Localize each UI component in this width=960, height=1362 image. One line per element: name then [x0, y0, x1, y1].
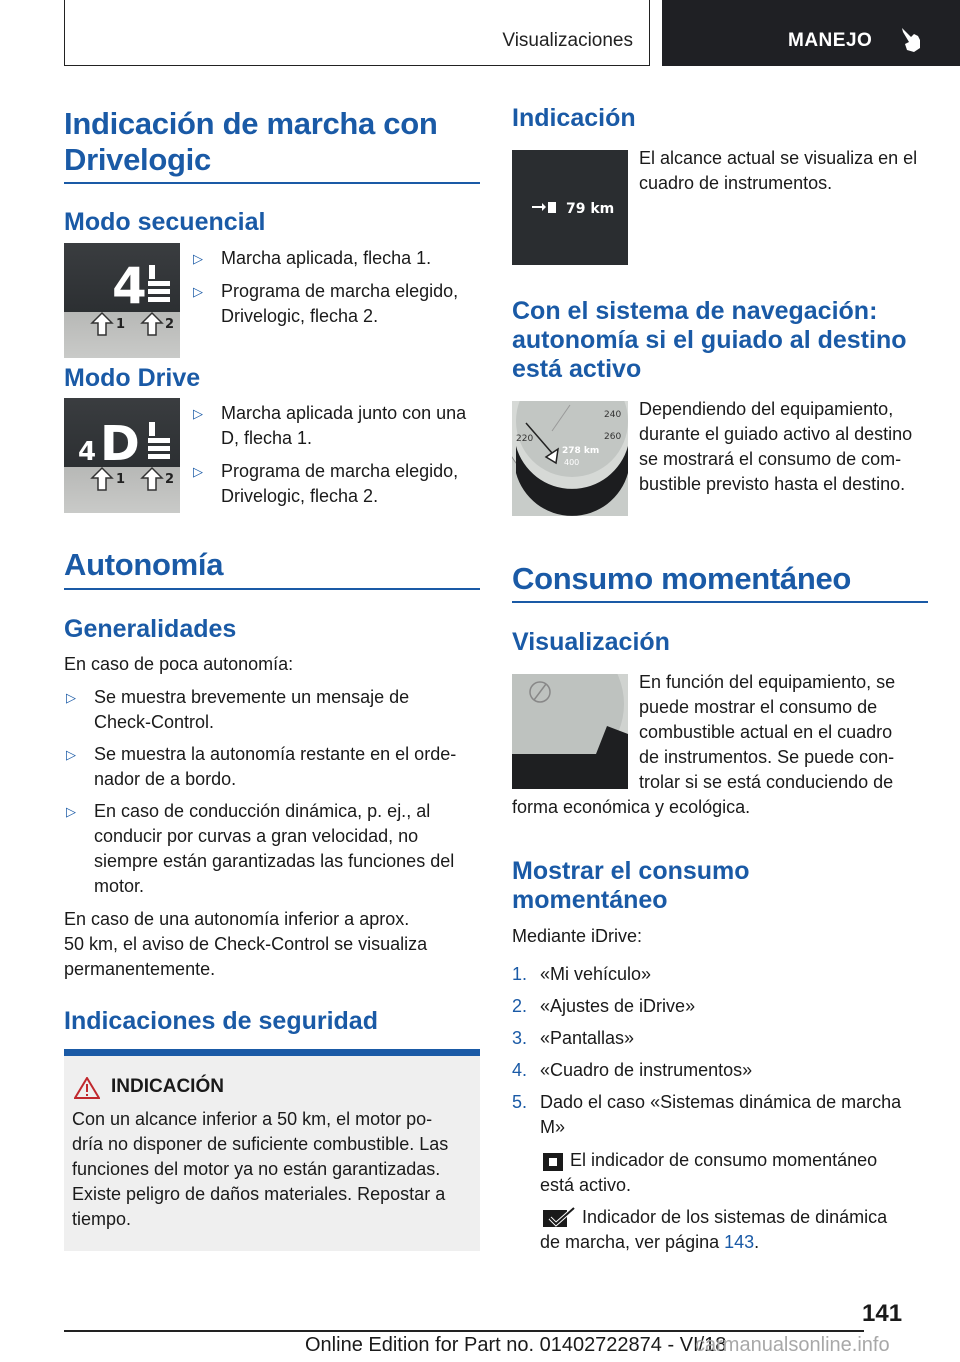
svg-text:400: 400 — [564, 458, 580, 467]
svg-text:4: 4 — [78, 437, 97, 467]
step-text: «Cuadro de instrumentos» — [540, 1060, 753, 1080]
general-after-text: En caso de una autonomía inferior a aprox. 50 km, el aviso de Check-Control se visualiza permanentemente. — [64, 909, 428, 979]
step-text: «Ajustes de iDrive» — [540, 996, 696, 1016]
header-chapter-box — [662, 0, 960, 66]
triangle-bullet-icon: ▷ — [66, 690, 76, 705]
svg-text:2: 2 — [165, 472, 175, 487]
general-bullet-2: ▷ Se muestra la autonomía restante en el orde- nador de a bordo. — [66, 744, 457, 789]
sequential-heading: Modo secuencial — [64, 208, 266, 236]
drive-gear-image — [64, 398, 180, 513]
general-intro: En caso de poca autonomía: — [64, 654, 294, 674]
range-rule — [64, 588, 480, 590]
hand-pointer-icon — [898, 26, 924, 54]
warning-box — [64, 1049, 480, 1251]
step-number: 4. — [512, 1060, 528, 1080]
footer-edition: Online Edition for Part no. 01402722874 - VI/18 — [305, 1334, 727, 1356]
seq-bullet-1: ▷ Marcha aplicada, flecha 1. — [193, 246, 431, 271]
svg-text:79 km: 79 km — [566, 201, 615, 217]
range-display-image — [512, 150, 628, 265]
svg-text:278 km: 278 km — [562, 446, 600, 456]
svg-text:D: D — [100, 416, 140, 472]
page-number: 141 — [862, 1300, 903, 1327]
triangle-bullet-icon: ▷ — [66, 747, 76, 762]
step-text: Dado el caso «Sistemas dinámica de marcha — [540, 1092, 902, 1112]
consumption-rule — [512, 601, 928, 603]
triangle-bullet-icon: ▷ — [193, 406, 203, 421]
triangle-bullet-icon: ▷ — [66, 804, 76, 819]
visualization-text-top: En función del equipamiento, se puede mostrar el consumo de combustible actual en el cuadro de instrumentos. Se puede con- trolar si se está conduciendo de — [639, 672, 896, 792]
seq-bullet-2: ▷ Programa de marcha elegido, Drivelogic, flecha 2. — [193, 281, 459, 326]
triangle-bullet-icon: ▷ — [193, 464, 203, 479]
indication-text: El alcance actual se visualiza en el cuadro de instrumentos. — [639, 148, 918, 193]
gear-digit: 4 — [112, 257, 147, 315]
step-number: 3. — [512, 1028, 528, 1048]
svg-text:1: 1 — [116, 317, 126, 332]
warning-triangle-icon — [74, 1077, 100, 1099]
show-intro: Mediante iDrive: — [512, 926, 643, 946]
step-text-continued: M» — [540, 1117, 566, 1137]
step-number: 5. — [512, 1092, 528, 1112]
step-text: «Mi vehículo» — [540, 964, 652, 984]
footer-rule — [64, 1330, 864, 1332]
drive-heading: Modo Drive — [64, 364, 201, 392]
svg-text:240: 240 — [604, 410, 622, 420]
navigation-heading: Con el sistema de navegación: autonomía si el guiado al destino está activo — [512, 297, 907, 383]
header-chapter-label: MANEJO — [788, 30, 873, 51]
note-active: El indicador de consumo momentáneo está activo. — [540, 1150, 878, 1195]
triangle-bullet-icon: ▷ — [193, 251, 203, 266]
general-bullet-1: ▷ Se muestra brevemente un mensaje de Check-Control. — [66, 687, 410, 732]
triangle-bullet-icon: ▷ — [193, 284, 203, 299]
range-title: Autonomía — [64, 547, 224, 582]
warning-text: Con un alcance inferior a 50 km, el motor po- dría no disponer de suficiente combustible. Las funciones del motor ya no están garantizadas. Existe peligro de daños materiales. Repostar a tiempo. — [72, 1109, 449, 1229]
warning-label: INDICACIÓN — [111, 1076, 224, 1097]
safety-heading: Indicaciones de seguridad — [64, 1007, 378, 1035]
step-number: 2. — [512, 996, 528, 1016]
drive-bullet-1: ▷ Marcha aplicada junto con una D, flecha 1. — [193, 403, 467, 448]
general-bullet-3: ▷ En caso de conducción dinámica, p. ej., al conducir por curvas a gran velocidad, no siempre están garantizadas las funciones del motor. — [66, 801, 455, 896]
navigation-gauge-image — [512, 401, 628, 516]
svg-text:2: 2 — [165, 317, 175, 332]
navigation-text: Dependiendo del equipamiento, durante el guiado activo al destino se mostrará el consumo de com- bustible previsto hasta el destino. — [639, 399, 913, 494]
drivelogic-title: Indicación de marcha con Drivelogic — [64, 106, 438, 177]
title-rule — [64, 182, 480, 184]
note-systems: Indicador de los sistemas de dinámica de marcha, ver página 143. — [540, 1207, 888, 1252]
show-consumption-heading: Mostrar el consumo momentáneo — [512, 857, 750, 914]
footer-watermark: carmanualsonline.info — [695, 1334, 890, 1356]
header-section-box — [64, 0, 650, 66]
visualization-text-bottom: forma económica y ecológica. — [512, 797, 751, 817]
header-section-label: Visualizaciones — [502, 30, 633, 51]
step-number: 1. — [512, 964, 528, 984]
general-heading: Generalidades — [64, 615, 237, 643]
svg-text:260: 260 — [604, 432, 622, 442]
page-link-143[interactable]: 143 — [724, 1232, 755, 1252]
consumption-gauge-image — [512, 674, 628, 789]
visualization-heading: Visualización — [512, 628, 670, 656]
consumption-title: Consumo momentáneo — [512, 561, 852, 596]
sequential-gear-image — [64, 243, 180, 358]
drive-bullet-2: ▷ Programa de marcha elegido, Drivelogic, flecha 2. — [193, 461, 459, 506]
indication-heading: Indicación — [512, 104, 636, 132]
svg-text:220: 220 — [516, 434, 534, 444]
step-text: «Pantallas» — [540, 1028, 635, 1048]
svg-text:1: 1 — [116, 472, 126, 487]
